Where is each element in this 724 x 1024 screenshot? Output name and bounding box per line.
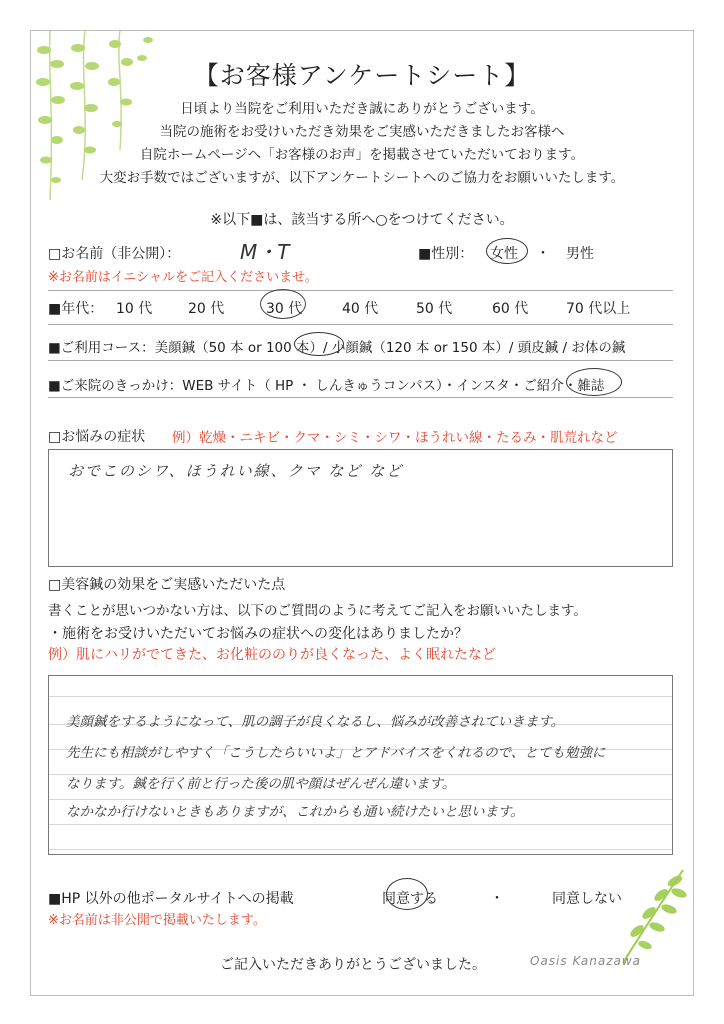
name-note: ※お名前はイニシャルをご記入くださいませ。 — [48, 270, 318, 285]
name-label: □お名前（非公開）： — [48, 246, 181, 262]
effect-answer-line-4: なかなか行けないときもありますが、これからも通い続けたいと思います。 — [66, 804, 524, 820]
effect-label: □美容鍼の効果をご実感いただいた点 — [48, 577, 286, 593]
portal-disagree-option[interactable]: 同意しない — [552, 891, 622, 907]
portal-agree-option[interactable]: 同意する — [382, 891, 438, 907]
effect-answer-line-2: 先生にも相談がしやすく「こうしたらいいよ」とアドバイスをくれるので、とても勉強に — [66, 745, 606, 761]
trigger-line[interactable]: ■ご来院のきっかけ：WEB サイト（ HP ・ しんきゅうコンパス）・インスタ・ご紹介・雑誌 — [48, 378, 605, 394]
page-title: 【お客様アンケートシート】 — [193, 61, 531, 90]
gender-label: ■性別： — [418, 246, 474, 262]
effect-answer-line-3: なります。鍼を行く前と行った後の肌や顔はぜんぜん違います。 — [66, 776, 456, 792]
watermark: Oasis Kanazawa — [530, 954, 642, 968]
symptoms-example: 例）乾燥・ニキビ・クマ・シミ・シワ・ほうれい線・たるみ・肌荒れなど — [172, 430, 618, 446]
intro-line-2: 当院の施術をお受けいただき効果をご実感いただきましたお客様へ — [159, 124, 565, 140]
effect-example: 例）肌にハリがでてきた、お化粧ののりが良くなった、よく眠れたなど — [48, 647, 496, 663]
divider — [48, 397, 673, 398]
divider — [48, 324, 673, 325]
age-option-10[interactable]: 10 代 — [116, 301, 153, 317]
effect-guide: 書くことが思いつかない方は、以下のご質問のように考えてご記入をお願いいたします。 — [48, 603, 587, 619]
divider — [48, 360, 673, 361]
intro-line-1: 日頃より当院をご利用いただき誠にありがとうございます。 — [180, 101, 544, 117]
gender-female-option[interactable]: 女性 — [490, 246, 518, 262]
course-line[interactable]: ■ご利用コース：美顔鍼（50 本 or 100 本）/ 小顔鍼（120 本 or 150 本）/ 頭皮鍼 / お体の鍼 — [48, 340, 626, 356]
gender-separator: ・ — [536, 246, 550, 262]
age-option-30[interactable]: 30 代 — [266, 301, 303, 317]
divider — [48, 290, 673, 291]
instruction: ※以下■は、該当する所へ○をつけてください。 — [210, 212, 514, 228]
name-value[interactable]: M・T — [240, 240, 290, 264]
portal-note: ※お名前は非公開で掲載いたします。 — [48, 913, 266, 928]
intro-line-4: 大変お手数ではございますが、以下アンケートシートへのご協力をお願いいたします。 — [99, 170, 625, 186]
age-option-60[interactable]: 60 代 — [492, 301, 529, 317]
portal-separator: ・ — [490, 891, 504, 907]
age-option-50[interactable]: 50 代 — [416, 301, 453, 317]
effect-answer-line-1: 美顔鍼をするようになって、肌の調子が良くなるし、悩みが改善されていきます。 — [66, 714, 565, 730]
effect-question: ・施術をお受けいただいてお悩みの症状への変化はありましたか？ — [48, 626, 468, 642]
gender-male-option[interactable]: 男性 — [566, 246, 594, 262]
thanks-message: ご記入いただきありがとうございました。 — [220, 957, 486, 973]
age-option-40[interactable]: 40 代 — [342, 301, 379, 317]
age-label: ■年代： — [48, 301, 104, 317]
effect-answer-box[interactable] — [48, 675, 673, 855]
leaf-decoration — [615, 865, 690, 965]
age-option-20[interactable]: 20 代 — [188, 301, 225, 317]
intro-line-3: 自院ホームページへ「お客様のお声」を掲載させていただいております。 — [139, 147, 585, 163]
portal-label: ■HP 以外の他ポータルサイトへの掲載 — [48, 891, 294, 907]
symptoms-label: □お悩みの症状 — [48, 429, 146, 445]
symptoms-answer: おでこのシワ、ほうれい線、クマ など など — [68, 462, 404, 480]
age-option-70-plus[interactable]: 70 代以上 — [566, 301, 631, 317]
